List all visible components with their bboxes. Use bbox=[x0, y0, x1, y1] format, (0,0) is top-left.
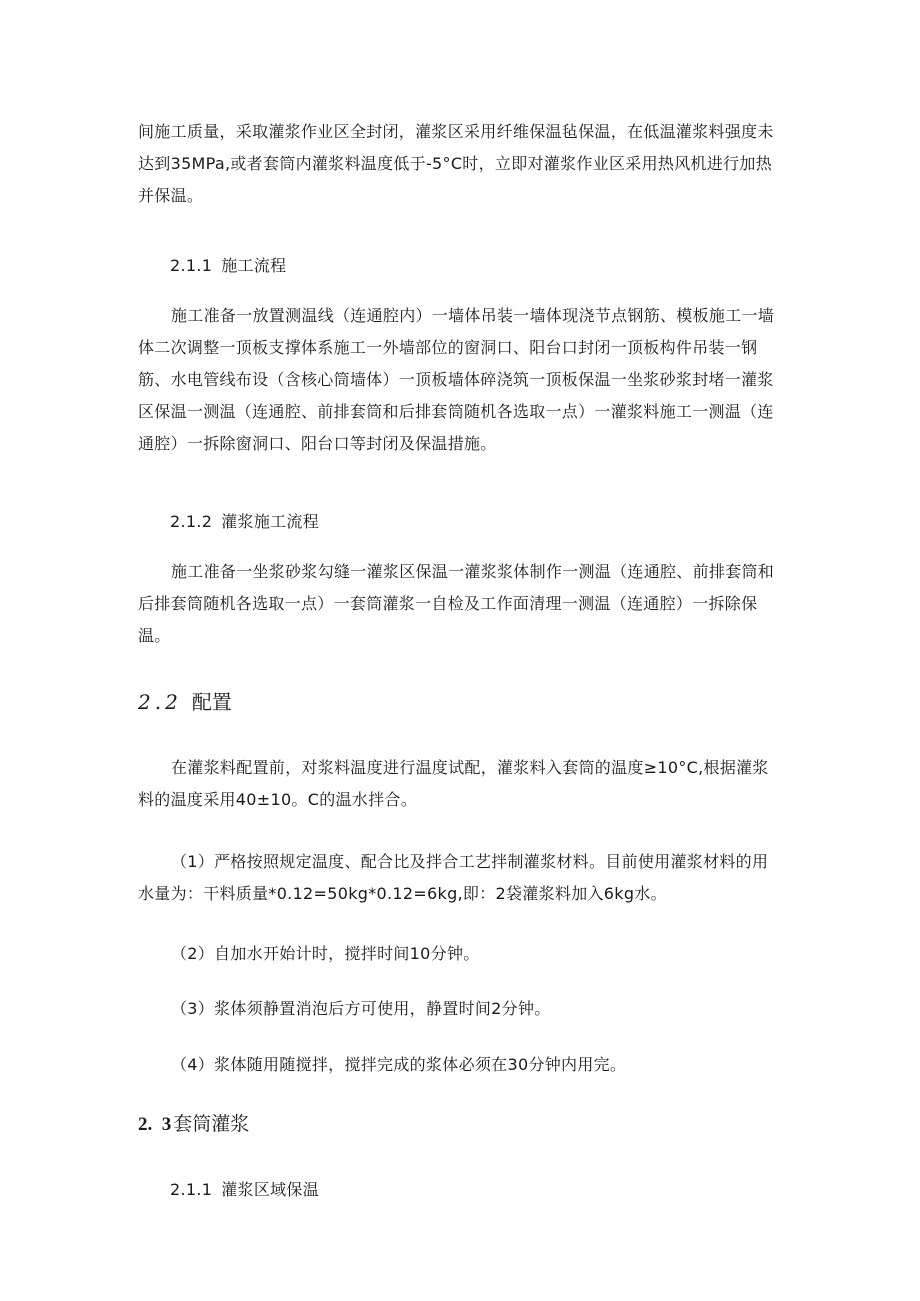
construction-flow-paragraph: 施工准备一放置测温线（连通腔内）一墙体吊装一墙体现浇节点钢筋、模板施工一墙体二次调整一顶板支撑体系施工一外墙部位的窗洞口、阳台口封闭一顶板构件吊装一钢筋、水电管线布设（含核心筒墙体）一顶板墙体碎浇筑一顶板保温一坐浆砂浆封堵一灌浆区保温一测温（连通腔、前排套筒和后排套筒随机各选取一点）一灌浆料施工一测温（连通腔）一拆除窗洞口、阳台口等封闭及保温措施。 bbox=[138, 306, 775, 453]
config-item-4: （4）浆体随用随搅拌，搅拌完成的浆体必须在30分钟内用完。 bbox=[171, 1055, 627, 1074]
section-heading-2-1-1 bbox=[170, 254, 286, 278]
section-title: 灌浆施工流程 bbox=[221, 512, 320, 531]
intro-paragraph: 间施工质量，采取灌浆作业区全封闭，灌浆区采用纤维保温毡保温，在低温灌浆料强度未达到35MPa,或者套筒内灌浆料温度低于-5°C时，立即对灌浆作业区采用热风机进行加热并保温。 bbox=[138, 122, 774, 205]
section-title: 灌浆区域保温 bbox=[221, 1180, 320, 1199]
section-heading-2-1-1-b bbox=[170, 1178, 319, 1202]
section-number: 2.2 bbox=[138, 690, 182, 714]
section-title: 套筒灌浆 bbox=[173, 1113, 250, 1135]
config-item-2: （2）自加水开始计时，搅拌时间10分钟。 bbox=[171, 944, 480, 963]
config-item-1: （1）严格按照规定温度、配合比及拌合工艺拌制灌浆材料。目前使用灌浆材料的用水量为：干料质量*0.12=50kg*0.12=6kg,即：2袋灌浆料加入6kg水。 bbox=[138, 852, 769, 903]
section-heading-2-3 bbox=[138, 1110, 249, 1139]
config-paragraph: 在灌浆料配置前，对浆料温度进行温度试配，灌浆料入套筒的温度≥10°C,根据灌浆料的温度采用40±10。C的温水拌合。 bbox=[138, 758, 769, 809]
section-number: 2.1.1 bbox=[170, 256, 213, 275]
section-title: 施工流程 bbox=[221, 256, 287, 275]
section-heading-2-2 bbox=[138, 688, 232, 716]
section-heading-2-1-2 bbox=[170, 510, 319, 534]
grouting-flow-paragraph: 施工准备一坐浆砂浆勾缝一灌浆区保温一灌浆浆体制作一测温（连通腔、前排套筒和后排套筒随机各选取一点）一套筒灌浆一自检及工作面清理一测温（连通腔）一拆除保温。 bbox=[138, 562, 775, 645]
section-number: 2.1.1 bbox=[170, 1180, 213, 1199]
section-number: 2. 3 bbox=[138, 1114, 172, 1135]
section-title: 配置 bbox=[191, 690, 232, 714]
config-item-3: （3）浆体须静置消泡后方可使用，静置时间2分钟。 bbox=[171, 999, 551, 1018]
section-number: 2.1.2 bbox=[170, 512, 213, 531]
